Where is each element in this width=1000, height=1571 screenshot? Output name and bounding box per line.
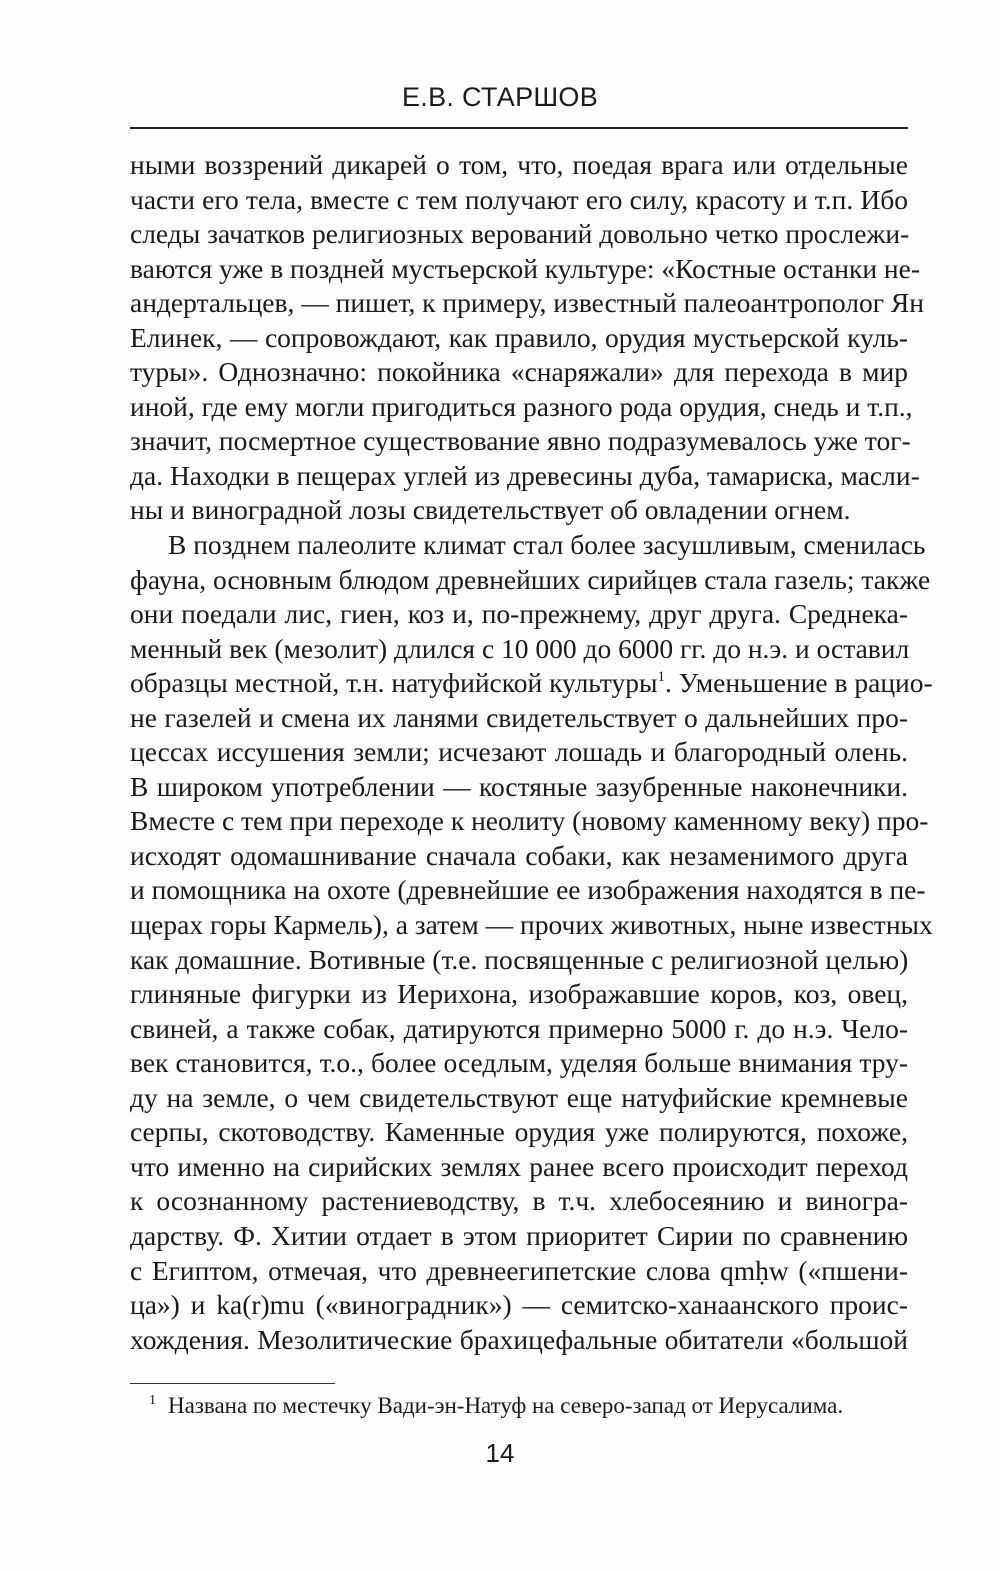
- text-line: Вместе с тем при переходе к неолиту (новому каменному веку) про-: [130, 805, 929, 837]
- text-line: глиняные фигурки из Иерихона, изображавшие коров, коз, овец,: [130, 978, 908, 1010]
- text-line: щерах горы Кармель), а затем — прочих животных, ныне известных: [130, 909, 933, 941]
- text-line: В широком употреблении — костяные зазубренные наконечники.: [130, 770, 908, 802]
- text-line: они поедали лис, гиен, коз и, по-прежнему, друг друга. Среднека-: [130, 598, 908, 630]
- text-line: следы зачатков религиозных верований довольно четко прослежи-: [130, 218, 910, 250]
- text-line: Елинек, — сопровождают, как правило, орудия мустьерской куль-: [130, 321, 908, 353]
- text-line: да. Находки в пещерах углей из древесины дуба, тамариска, масли-: [130, 459, 920, 491]
- text-line: фауна, основным блюдом древнейших сирийцев стала газель; также: [130, 563, 931, 595]
- body-text: [130, 148, 933, 1357]
- running-title: Е.В. СТАРШОВ: [401, 82, 599, 112]
- text-line: менный век (мезолит) длился с 10 000 до 6000 гг. до н.э. и оставил: [130, 632, 910, 664]
- text-line: значит, посмертное существование явно подразумевалось уже тог-: [130, 425, 911, 457]
- page-number: 14: [485, 1438, 515, 1468]
- text-line: цессах иссушения земли; исчезают лошадь и благородный олень.: [130, 736, 908, 768]
- text-line: что именно на сирийских землях ранее всего происходит переход: [130, 1150, 908, 1182]
- text-line: хождения. Мезолитические брахицефальные обитатели «большой: [130, 1323, 908, 1355]
- text-line: ца») и ka(r)mu («виноградник») — семитско-ханаанского проис-: [130, 1289, 908, 1321]
- text-line: дарству. Ф. Хитии отдает в этом приоритет Сирии по сравнению: [130, 1219, 908, 1251]
- text-line: ваются уже в поздней мустьерской культуре: «Костные останки не-: [130, 252, 920, 284]
- text-line: к осознанному растениеводству, в т.ч. хлебосеянию и виногра-: [130, 1185, 908, 1217]
- text-line: век становится, т.о., более оседлым, уделяя больше внимания тру-: [130, 1047, 908, 1079]
- text-line: свиней, а также собак, датируются примерно 5000 г. до н.э. Чело-: [130, 1012, 908, 1044]
- text-fragment: . Уменьшение в рацио-: [664, 667, 933, 699]
- text-fragment: образцы местной, т.н. натуфийской культуры: [130, 667, 658, 699]
- header-rule: [130, 127, 908, 129]
- text-line: иной, где ему могли пригодиться разного рода орудия, снедь и т.п.,: [130, 390, 913, 422]
- text-line: туры». Однозначно: покойника «снаряжали» для перехода в мир: [130, 356, 908, 388]
- text-line-paragraph-end: ны и виноградной лозы свидетельствует об овладении огнем.: [130, 494, 851, 526]
- text-line: и помощника на охоте (древнейшие ее изображения находятся в пе-: [130, 874, 926, 906]
- text-line: с Египтом, отмечая, что древнеегипетские слова qmḥw («пшени-: [130, 1254, 908, 1286]
- text-line: как домашние. Вотивные (т.е. посвященные с религиозной целью): [130, 943, 909, 975]
- text-line: исходят одомашнивание сначала собаки, как незаменимого друга: [130, 839, 908, 871]
- text-line: серпы, скотоводству. Каменные орудия уже полируются, похоже,: [130, 1116, 908, 1148]
- text-line-paragraph-start: В позднем палеолите климат стал более засушливым, сменилась: [168, 529, 926, 561]
- text-line: ными воззрений дикарей о том, что, поедая врага или отдельные: [130, 149, 908, 180]
- footnote-rule: [130, 1383, 335, 1384]
- footnote: 1 Названа по местечку Вади-эн-Натуф на северо-запад от Иерусалима.: [149, 1393, 844, 1418]
- text-line: не газелей и смена их ланями свидетельствует о дальнейших про-: [130, 701, 908, 733]
- text-line: андертальцев, — пишет, к примеру, известный палеоантрополог Ян: [130, 287, 924, 319]
- footnote-reference[interactable]: 1: [657, 669, 665, 686]
- text-line-with-footnote: [130, 666, 933, 701]
- text-line: части его тела, вместе с тем получают его силу, красоту и т.п. Ибо: [130, 183, 908, 215]
- text-line: ду на земле, о чем свидетельствуют еще натуфийские кремневые: [130, 1081, 908, 1113]
- footnote-text: Названа по местечку Вади-эн-Натуф на северо-запад от Иерусалима.: [168, 1393, 844, 1418]
